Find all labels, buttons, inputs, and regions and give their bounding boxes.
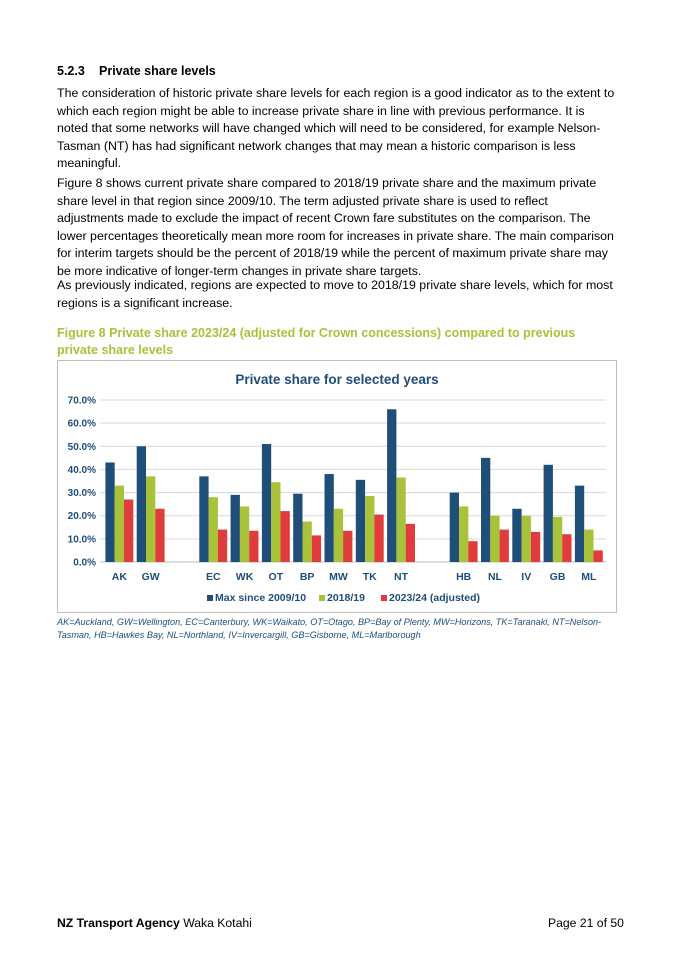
bar-nt-series-2 [396, 478, 405, 562]
bar-hb-series-3 [468, 541, 477, 562]
bar-bp-series-3 [312, 535, 321, 562]
page-number: Page 21 of 50 [548, 916, 624, 930]
bar-gw-series-1 [137, 446, 146, 562]
bar-ak-series-2 [115, 486, 124, 562]
y-tick-label: 0.0% [73, 557, 96, 569]
bar-nt-series-3 [406, 524, 415, 562]
bar-tk-series-1 [356, 480, 365, 562]
bar-wk-series-3 [249, 531, 258, 562]
bar-hb-series-2 [459, 506, 468, 562]
bar-ml-series-2 [584, 530, 593, 562]
bar-chart [58, 361, 616, 612]
bar-bp-series-1 [293, 494, 302, 562]
bar-ak-series-3 [124, 500, 133, 562]
bar-ec-series-2 [209, 497, 218, 562]
x-tick-label: OT [268, 571, 284, 583]
bar-ec-series-1 [199, 476, 208, 562]
bar-nt-series-1 [387, 409, 396, 562]
x-tick-label: GB [549, 571, 566, 583]
bar-ot-series-1 [262, 444, 271, 562]
bar-wk-series-1 [231, 495, 240, 562]
bar-ec-series-3 [218, 530, 227, 562]
bar-gw-series-3 [155, 509, 164, 562]
bar-mw-series-2 [334, 509, 343, 562]
bar-gb-series-1 [544, 465, 553, 562]
legend-label-3: 2023/24 (adjusted) [389, 592, 481, 604]
y-tick-label: 30.0% [67, 488, 96, 500]
section-number: 5.2.3 [57, 64, 85, 78]
bar-mw-series-1 [325, 474, 334, 562]
x-tick-label: BP [299, 571, 315, 583]
bar-ot-series-2 [271, 482, 280, 562]
bar-hb-series-1 [450, 493, 459, 562]
bar-nl-series-2 [490, 516, 499, 562]
legend-label-2: 2018/19 [327, 592, 365, 604]
bar-wk-series-2 [240, 506, 249, 562]
figure-footnote: AK=Auckland, GW=Wellington, EC=Canterbury, WK=Waikato, OT=Otago, BP=Bay of Plenty, MW=Horizons, TK=Taranaki, NT=Nelson-Tasman, HB=Hawkes Bay, NL=Northland, IV=Invercargill, GB=Gisborne, ML=Marlborough [57, 617, 602, 640]
y-tick-label: 60.0% [67, 418, 96, 430]
bar-tk-series-2 [365, 496, 374, 562]
y-tick-label: 10.0% [67, 534, 96, 546]
bar-nl-series-3 [500, 530, 509, 562]
bar-iv-series-2 [522, 516, 531, 562]
legend-label-1: Max since 2009/10 [215, 592, 307, 604]
x-tick-label: AK [111, 571, 127, 583]
y-tick-label: 20.0% [67, 511, 96, 523]
legend-swatch-2 [319, 595, 325, 601]
chart-container [57, 360, 617, 613]
x-tick-label: TK [362, 571, 377, 583]
paragraph-1: The consideration of historic private share levels for each region is a good indicator as to the extent to which each region might be able to increase private share in line with previous performance. It is noted that some networks will have changed which will need to be considered, for example Nelson-Tasman (NT) has had significant network changes that may mean a historic comparison is less meaningful. [57, 86, 615, 171]
bar-ot-series-3 [281, 511, 290, 562]
bar-bp-series-2 [303, 522, 312, 563]
bar-gw-series-2 [146, 476, 155, 562]
x-tick-label: IV [521, 571, 532, 583]
bar-ak-series-1 [105, 462, 114, 562]
bar-gb-series-2 [553, 517, 562, 562]
bar-nl-series-1 [481, 458, 490, 562]
bar-tk-series-3 [374, 515, 383, 562]
bar-ml-series-3 [594, 550, 603, 562]
footer-org-name: NZ Transport Agency [57, 916, 180, 930]
y-tick-label: 40.0% [67, 464, 96, 476]
x-tick-label: NL [487, 571, 502, 583]
section-title: Private share levels [99, 64, 216, 78]
x-tick-label: EC [205, 571, 221, 583]
x-tick-label: ML [581, 571, 597, 583]
footer-organisation [57, 916, 252, 930]
x-tick-label: MW [329, 571, 348, 583]
bar-iv-series-3 [531, 532, 540, 562]
bar-gb-series-3 [562, 534, 571, 562]
x-tick-label: GW [141, 571, 160, 583]
legend-swatch-3 [381, 595, 387, 601]
section-heading [57, 64, 216, 78]
x-tick-label: NT [394, 571, 409, 583]
chart-title: Private share for selected years [235, 372, 439, 387]
bar-mw-series-3 [343, 531, 352, 562]
x-tick-label: HB [456, 571, 472, 583]
x-tick-label: WK [235, 571, 254, 583]
bar-iv-series-1 [512, 509, 521, 562]
bar-ml-series-1 [575, 486, 584, 562]
paragraph-2: Figure 8 shows current private share compared to 2018/19 private share and the maximum private share level in that region since 2009/10. The term adjusted private share is used to reflect adjustments made to exclude the impact of recent Crown fare substitutes on the comparison. The lower percentages theoretically mean more room for increases in private share. The main comparison for interim targets should be the percent of 2018/19 while the percent of maximum private share may be more indicative of longer-term changes in private share targets. [57, 176, 614, 278]
y-tick-label: 70.0% [67, 395, 96, 407]
legend-swatch-1 [207, 595, 213, 601]
y-tick-label: 50.0% [67, 441, 96, 453]
footer-org-maori-name: Waka Kotahi [183, 916, 252, 930]
paragraph-3: As previously indicated, regions are expected to move to 2018/19 private share levels, which for most regions is a significant increase. [57, 278, 613, 310]
figure-caption: Figure 8 Private share 2023/24 (adjusted for Crown concessions) compared to previous private share levels [57, 326, 576, 357]
